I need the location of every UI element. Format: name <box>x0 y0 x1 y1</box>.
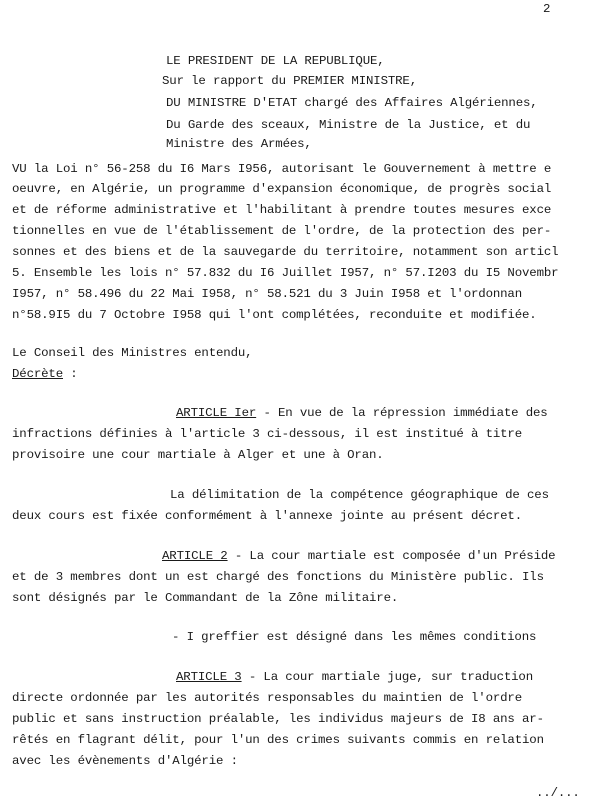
article-2-label: ARTICLE 2 <box>162 549 228 563</box>
article-2-text: - La cour martiale est composée d'un Préside <box>227 549 556 563</box>
article-1-line: infractions définies à l'article 3 ci-dessous, il est institué à titre <box>12 427 522 441</box>
armees-line: Ministre des Armées, <box>166 137 312 151</box>
delimitation-line: deux cours est fixée conformément à l'annexe jointe au présent décret. <box>12 509 522 523</box>
greffier-line: - I greffier est désigné dans les mêmes conditions <box>172 630 537 644</box>
decrete-colon: : <box>63 367 78 381</box>
vu-line: I957, n° 58.496 du 22 Mai I958, n° 58.521 du 3 Juin I958 et l'ordonnan <box>12 287 522 301</box>
rapport-line: Sur le rapport du PREMIER MINISTRE, <box>162 74 417 88</box>
delimitation-line: La délimitation de la compétence géographique de ces <box>170 488 549 502</box>
president-line: LE PRESIDENT DE LA REPUBLIQUE, <box>166 54 385 68</box>
article-1-text: - En vue de la répression immédiate des <box>256 406 548 420</box>
article-3-text: - La cour martiale juge, sur traduction <box>241 670 534 684</box>
vu-line: et de réforme administrative et l'habilitant à prendre toutes mesures exce <box>12 203 552 217</box>
vu-line: VU la Loi n° 56-258 du I6 Mars I956, autorisant le Gouvernement à mettre e <box>12 162 552 176</box>
article-3-line: rêtés en flagrant délit, pour l'un des crimes suivants commis en relation <box>12 733 544 747</box>
article-1-first-line <box>176 406 548 421</box>
vu-line: 5. Ensemble les lois n° 57.832 du I6 Juillet I957, n° 57.I203 du I5 Novembr <box>12 266 559 280</box>
article-3-line: public et sans instruction préalable, les individus majeurs de I8 ans ar- <box>12 712 544 726</box>
article-3-label: ARTICLE 3 <box>176 670 242 684</box>
article-3-first-line <box>176 670 533 685</box>
decrete-heading <box>12 367 78 382</box>
article-2-line: et de 3 membres dont un est chargé des fonctions du Ministère public. Ils <box>12 570 544 584</box>
vu-line: n°58.9I5 du 7 Octobre I958 qui l'ont complétées, reconduite et modifiée. <box>12 308 537 322</box>
vu-line: sonnes et des biens et de la sauvegarde du territoire, notamment son articl <box>12 245 559 259</box>
article-1-label: ARTICLE Ier <box>176 406 257 420</box>
article-1-line: provisoire une cour martiale à Alger et une à Oran. <box>12 448 384 462</box>
article-3-line: directe ordonnée par les autorités responsables du maintien de l'ordre <box>12 691 522 705</box>
ministre-etat-line: DU MINISTRE D'ETAT chargé des Affaires Algériennes, <box>166 96 538 110</box>
continuation-marker: ../... <box>536 786 580 800</box>
vu-line: tionnelles en vue de l'établissement de l'ordre, de la protection des per- <box>12 224 552 238</box>
vu-line: oeuvre, en Algérie, un programme d'expansion économique, de progrès social <box>12 182 552 196</box>
conseil-line: Le Conseil des Ministres entendu, <box>12 346 253 360</box>
article-2-first-line <box>162 549 555 564</box>
page-number: 2 <box>543 2 551 16</box>
decrete-word: Décrète <box>12 367 63 381</box>
garde-sceaux-line: Du Garde des sceaux, Ministre de la Justice, et du <box>166 118 531 132</box>
article-2-line: sont désignés par le Commandant de la Zône militaire. <box>12 591 399 605</box>
article-3-line: avec les évènements d'Algérie : <box>12 754 238 768</box>
